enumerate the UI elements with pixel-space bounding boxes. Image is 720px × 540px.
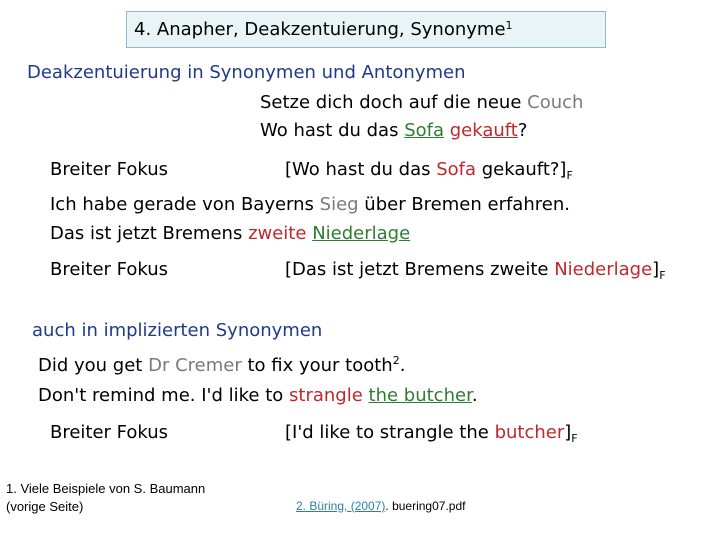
focus1-analysis <box>285 159 573 181</box>
example2-line1 <box>50 194 570 216</box>
footnote-2 <box>296 497 465 515</box>
example2-line2 <box>50 223 410 245</box>
focus1-accent: Sofa <box>436 159 477 180</box>
focus3-close: ] <box>564 422 572 443</box>
focus1-rest: gekauft?] <box>476 159 567 180</box>
focus1-open: [Wo hast du das <box>285 159 437 180</box>
accent-gekauft-prefix: gek <box>449 120 483 141</box>
footnote-1-line2: (vorige Seite) <box>6 499 84 514</box>
section-heading-implied: auch in implizierten Synonymen <box>32 320 323 341</box>
example2-line1-post: über Bremen erfahren. <box>358 194 570 215</box>
example3-line1-pre: Did you get <box>38 355 149 376</box>
focus3-accent: butcher <box>494 422 565 443</box>
given-word-couch: Couch <box>527 92 584 113</box>
new-word-sofa: Sofa <box>404 120 444 141</box>
focus3-analysis <box>285 422 578 444</box>
focus1-label: Breiter Fokus <box>50 159 169 180</box>
footnote-1-line1: 1. Viele Beispiele von S. Baumann <box>6 481 206 496</box>
section-heading-antonyms: Deakzentuierung in Synonymen und Antonymen <box>27 62 466 83</box>
pdf-filename: buering07.pdf <box>392 499 466 513</box>
buering-reference-link[interactable]: 2. Büring, (2007) <box>296 499 386 513</box>
example3-line2-end: . <box>471 385 478 406</box>
example3-line1 <box>38 355 405 377</box>
slide-title <box>126 11 606 48</box>
focus2-analysis <box>285 259 666 281</box>
focus3-open: [I'd like to strangle the <box>285 422 495 443</box>
accent-gekauft-stem: auft <box>482 120 518 141</box>
title-footnote-mark: 1 <box>505 19 513 32</box>
focus2-close: ] <box>652 259 660 280</box>
focus2-label: Breiter Fokus <box>50 259 169 280</box>
focus2-open: [Das ist jetzt Bremens zweite <box>285 259 555 280</box>
example1-line1-text: Setze dich doch auf die neue <box>260 92 528 113</box>
example3-line1-post: to fix your tooth <box>241 355 393 376</box>
footnote-2-separator: . <box>385 499 393 513</box>
footnote-1 <box>6 480 205 516</box>
focus3-subscript: F <box>571 432 578 445</box>
footnote-mark-2: 2 <box>392 354 400 367</box>
example1-line2 <box>260 120 527 142</box>
example3-line2-pre: Don't remind me. I'd like to <box>38 385 290 406</box>
accent-zweite: zweite <box>248 223 307 244</box>
example3-line1-end: . <box>399 355 406 376</box>
given-word-dr-cremer: Dr Cremer <box>148 355 242 376</box>
focus2-accent: Niederlage <box>554 259 653 280</box>
focus1-subscript: F <box>566 169 573 182</box>
focus2-subscript: F <box>659 269 666 282</box>
example1-question-mark: ? <box>517 120 528 141</box>
example2-line2-pre: Das ist jetzt Bremens <box>50 223 249 244</box>
accent-strangle: strangle <box>289 385 363 406</box>
example1-line2-text: Wo hast du das <box>260 120 405 141</box>
example3-line2 <box>38 385 478 407</box>
example1-line1 <box>260 92 583 114</box>
focus3-label: Breiter Fokus <box>50 422 169 443</box>
example2-line1-pre: Ich habe gerade von Bayerns <box>50 194 320 215</box>
new-word-niederlage: Niederlage <box>312 223 411 244</box>
slide-title-text: 4. Anapher, Deakzentuierung, Synonyme <box>134 19 506 40</box>
new-word-the-butcher: the butcher <box>368 385 472 406</box>
given-word-sieg: Sieg <box>319 194 359 215</box>
